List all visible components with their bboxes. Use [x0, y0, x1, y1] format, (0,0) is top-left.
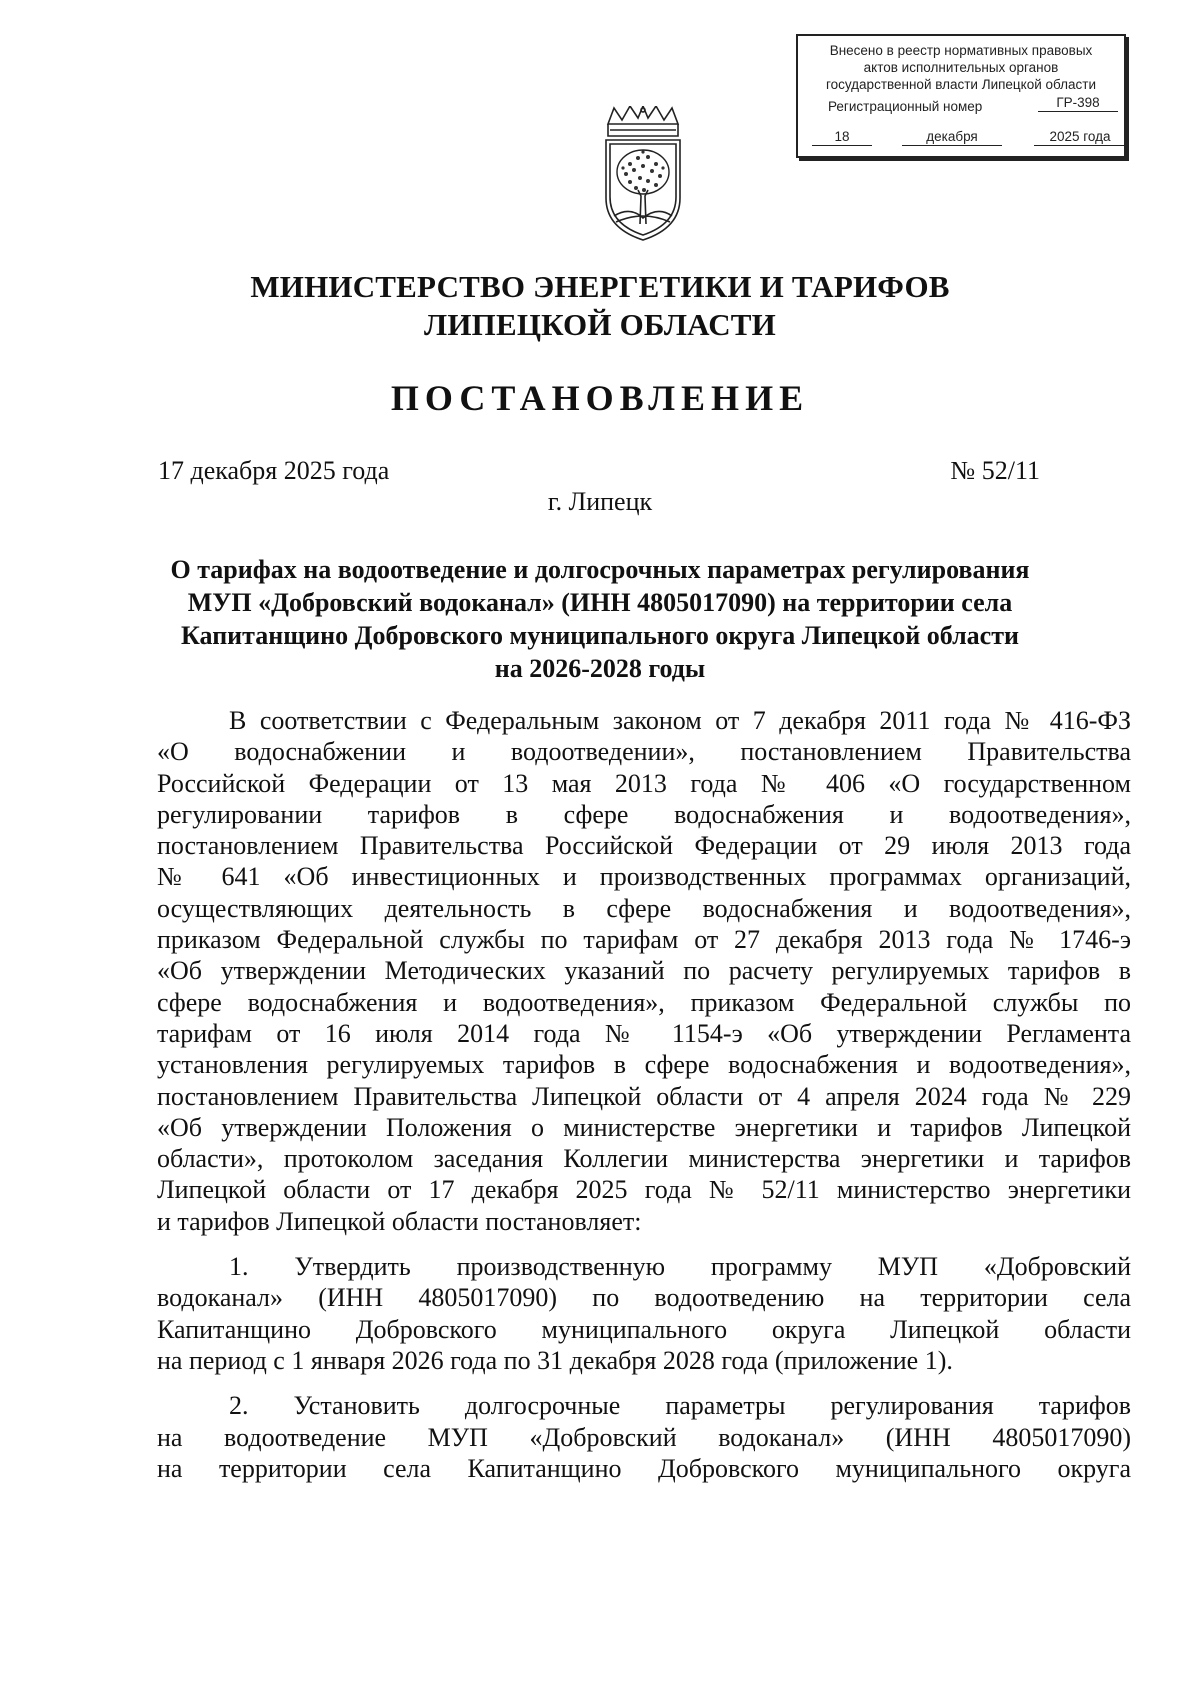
item-2-paragraph [157, 1390, 1131, 1484]
body-line: области», протоколом заседания Коллегии министерства энергетики и тарифов [157, 1144, 1131, 1174]
body-line: осуществляющих деятельность в сфере водоснабжения и водоотведения», [157, 893, 1131, 923]
paragraph-gap [157, 1376, 1131, 1390]
body-line: № 641 «Об инвестиционных и производственных программах организаций, [157, 862, 1131, 892]
registration-number-row [828, 95, 1118, 118]
body-line: на территории села Капитанщино Добровского муниципального округа [157, 1453, 1131, 1483]
registration-number-value: ГР-398 [1038, 94, 1118, 112]
body-line: Российской Федерации от 13 мая 2013 года № 406 «О государственном [157, 768, 1131, 798]
decree-title: ПОСТАНОВЛЕНИЕ [390, 378, 810, 418]
document-date: 17 декабря 2025 года [158, 456, 390, 485]
registry-stamp-line: актов исполнительных органов [863, 60, 1059, 75]
document-city: г. Липецк [547, 487, 653, 516]
subject-line: О тарифах на водоотведение и долгосрочных параметрах регулирования [170, 555, 1030, 584]
ministry-title-line: МИНИСТЕРСТВО ЭНЕРГЕТИКИ И ТАРИФОВ [250, 269, 950, 304]
body-line: «Об утверждении Методических указаний по расчету регулируемых тарифов в [157, 956, 1131, 986]
registry-stamp-line: государственной власти Липецкой области [825, 77, 1097, 92]
coat-of-arms-icon [600, 106, 686, 244]
ministry-title [0, 268, 1200, 344]
body-line: 1. Утвердить производственную программу МУП «Добровский [229, 1252, 1131, 1282]
item-1-paragraph [157, 1251, 1131, 1376]
body-line: 2. Установить долгосрочные параметры регулирования тарифов [229, 1391, 1131, 1421]
body-line: водоканал» (ИНН 4805017090) по водоотведению на территории села [157, 1283, 1131, 1313]
subject-line: МУП «Добровский водоканал» (ИНН 4805017090) на территории села [187, 588, 1013, 617]
registration-day: 18 [812, 128, 872, 146]
paragraph-gap [157, 1237, 1131, 1251]
body-line: регулировании тарифов в сфере водоснабжения и водоотведения», [157, 799, 1131, 829]
body-line: В соответствии с Федеральным законом от 7 декабря 2011 года № 416-ФЗ [229, 706, 1131, 735]
body-line: и тарифов Липецкой области постановляет: [157, 1206, 642, 1236]
body-line: постановлением Правительства Российской Федерации от 29 июля 2013 года [157, 831, 1131, 861]
body-line: «О водоснабжении и водоотведении», постановлением Правительства [157, 737, 1131, 767]
document-body [157, 705, 1131, 1484]
body-line: установления регулируемых тарифов в сфере водоснабжения и водоотведения», [157, 1050, 1131, 1080]
ministry-title-line: ЛИПЕЦКОЙ ОБЛАСТИ [424, 307, 776, 342]
preamble-paragraph [157, 705, 1131, 1237]
registration-number-label: Регистрационный номер [828, 99, 983, 114]
registry-stamp [796, 34, 1126, 158]
document-subject [140, 553, 1060, 685]
body-line: сфере водоснабжения и водоотведения», приказом Федеральной службы по [157, 987, 1131, 1017]
body-line: Липецкой области от 17 декабря 2025 года № 52/11 министерство энергетики [157, 1175, 1131, 1205]
body-line: Капитанщино Добровского муниципального округа Липецкой области [157, 1314, 1131, 1344]
body-line: постановлением Правительства Липецкой области от 4 апреля 2024 года № 229 [157, 1081, 1131, 1111]
document-number: № 52/11 [950, 456, 1040, 485]
body-line: на водоотведение МУП «Добровский водоканал» (ИНН 4805017090) [157, 1422, 1131, 1452]
body-line: приказом Федеральной службы по тарифам от 27 декабря 2013 года № 1746-э [157, 925, 1131, 955]
subject-line: на 2026-2028 годы [494, 654, 706, 683]
registration-date-row [812, 128, 1112, 148]
registration-month: декабря [902, 128, 1002, 146]
body-line: на период с 1 января 2026 года по 31 декабря 2028 года (приложение 1). [157, 1345, 953, 1375]
subject-line: Капитанщино Добровского муниципального округа Липецкой области [181, 621, 1019, 650]
body-line: «Об утверждении Положения о министерстве энергетики и тарифов Липецкой [157, 1112, 1131, 1142]
body-line: тарифам от 16 июля 2014 года № 1154-э «Об утверждении Регламента [157, 1018, 1131, 1048]
registration-year: 2025 года [1034, 128, 1126, 146]
registry-stamp-line: Внесено в реестр нормативных правовых [829, 43, 1093, 58]
